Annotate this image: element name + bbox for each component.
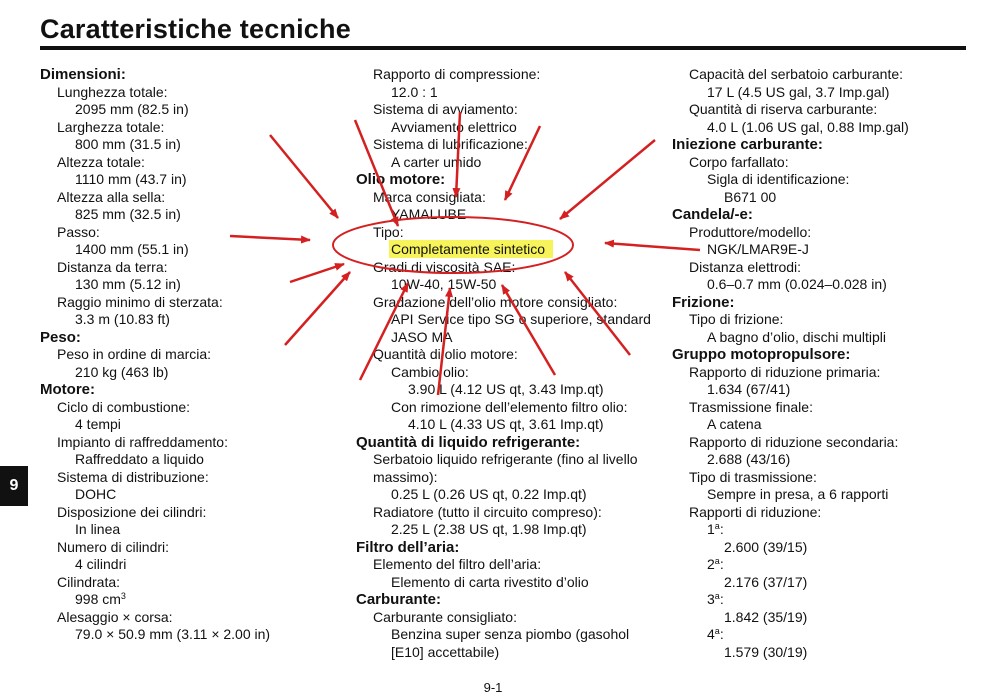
spec-line-800-mm-31-5-in bbox=[40, 136, 330, 154]
spec-text: Trasmissione finale: bbox=[689, 398, 813, 415]
spec-line-4-tempi bbox=[40, 416, 330, 434]
spec-text: 2.25 L (2.38 US qt, 1.98 Imp.qt) bbox=[391, 521, 587, 537]
spec-line-2-688-43-16 bbox=[672, 451, 972, 469]
spec-line-cilindrata bbox=[40, 574, 330, 592]
spec-line-altezza-totale bbox=[40, 154, 330, 172]
spec-text: A carter umido bbox=[391, 153, 482, 170]
spec-line-tipo bbox=[356, 224, 666, 242]
spec-line-dohc bbox=[40, 486, 330, 504]
spec-text: In linea bbox=[75, 521, 121, 537]
spec-line-lunghezza-totale bbox=[40, 84, 330, 102]
spec-text: Carburante consigliato: bbox=[373, 608, 517, 625]
spec-text: 210 kg (463 lb) bbox=[75, 363, 169, 380]
spec-text: A bagno d’olio, dischi multipli bbox=[707, 328, 886, 345]
spec-line-2-176-37-17 bbox=[672, 574, 972, 592]
spec-text: Lunghezza totale: bbox=[57, 83, 168, 100]
superscript: a bbox=[714, 591, 720, 601]
spec-text: Elemento del filtro dell’aria: bbox=[373, 556, 542, 572]
spec-line-con-rimozione-dell-elemento-filtro-olio bbox=[356, 399, 666, 417]
spec-text: 17 L (4.5 US gal, 3.7 Imp.gal) bbox=[707, 83, 890, 100]
spec-text: 1110 mm (43.7 in) bbox=[75, 171, 187, 187]
spec-line-capacita-del-serbatoio-carburante bbox=[672, 66, 972, 84]
spec-line-tipo-di-trasmissione bbox=[672, 469, 972, 487]
spec-text: Raggio minimo di sterzata: bbox=[57, 293, 223, 310]
spec-line-17-l-4-5-us-gal-3-7-imp-gal bbox=[672, 84, 972, 102]
spec-line-marca-consigliata bbox=[356, 189, 666, 207]
spec-text: Larghezza totale: bbox=[57, 118, 165, 135]
spec-text: Ciclo di combustione: bbox=[57, 398, 191, 415]
spec-text: Capacità del serbatoio carburante: bbox=[689, 66, 904, 82]
spec-text: 12.0 : 1 bbox=[391, 83, 438, 100]
spec-line-jaso-ma bbox=[356, 329, 666, 347]
spec-text: 998 cm bbox=[75, 591, 121, 607]
spec-text: [E10] accettabile) bbox=[391, 643, 500, 660]
spec-text: 10W-40, 15W-50 bbox=[391, 276, 497, 292]
spec-line-2 bbox=[672, 556, 972, 574]
spec-text: Gruppo motopropulsore: bbox=[672, 346, 851, 363]
spec-text: 4.0 L (1.06 US gal, 0.88 Imp.gal) bbox=[707, 118, 909, 135]
spec-text: Quantità di olio motore: bbox=[373, 346, 518, 362]
spec-text: 1.634 (67/41) bbox=[707, 381, 791, 397]
spec-line-benzina-super-senza-piombo-gasohol bbox=[356, 626, 666, 644]
spec-line-0-6-0-7-mm-0-024-0-028-in bbox=[672, 276, 972, 294]
spec-line-larghezza-totale bbox=[40, 119, 330, 137]
spec-line-a-catena bbox=[672, 416, 972, 434]
section-heading-peso bbox=[40, 329, 330, 347]
spec-line-79-0-50-9-mm-3-11-2-00-in bbox=[40, 626, 330, 644]
spec-column-3 bbox=[672, 66, 972, 661]
spec-text: 3.90 L (4.12 US qt, 3.43 Imp.qt) bbox=[408, 381, 604, 397]
spec-line-gradi-di-viscosita-sae bbox=[356, 259, 666, 277]
spec-line-12-0-1 bbox=[356, 84, 666, 102]
spec-text: 2.688 (43/16) bbox=[707, 451, 791, 467]
spec-text: Avviamento elettrico bbox=[391, 118, 517, 135]
spec-text: Quantità di riserva carburante: bbox=[689, 101, 878, 117]
spec-text: Iniezione carburante: bbox=[672, 136, 823, 153]
spec-line-0-25-l-0-26-us-qt-0-22-imp-qt bbox=[356, 486, 666, 504]
spec-line-b671-00 bbox=[672, 189, 972, 207]
section-heading-quantita-di-liquido-refrigerante bbox=[356, 434, 666, 452]
spec-line-sistema-di-avviamento bbox=[356, 101, 666, 119]
spec-text: 0.6–0.7 mm (0.024–0.028 in) bbox=[707, 276, 887, 292]
spec-line-radiatore-tutto-il-circuito-compreso bbox=[356, 504, 666, 522]
spec-text: Con rimozione dell’elemento filtro olio: bbox=[391, 398, 628, 415]
spec-text: Tipo: bbox=[373, 223, 404, 240]
spec-line-raffreddato-a-liquido bbox=[40, 451, 330, 469]
superscript: a bbox=[714, 626, 720, 636]
spec-text: Altezza alla sella: bbox=[57, 188, 166, 205]
spec-text: Peso in ordine di marcia: bbox=[57, 346, 212, 362]
spec-line-1110-mm-43-7-in bbox=[40, 171, 330, 189]
spec-text: 2.600 (39/15) bbox=[724, 538, 808, 555]
spec-line-sempre-in-presa-a-6-rapporti bbox=[672, 486, 972, 504]
spec-text: DOHC bbox=[75, 486, 117, 502]
superscript: 3 bbox=[120, 591, 126, 601]
spec-text: 1.579 (30/19) bbox=[724, 643, 808, 660]
spec-text: 3.3 m (10.83 ft) bbox=[75, 311, 170, 327]
section-heading-motore bbox=[40, 381, 330, 399]
section-heading-filtro-dell-aria bbox=[356, 539, 666, 557]
spec-line-4-0-l-1-06-us-gal-0-88-imp-gal bbox=[672, 119, 972, 137]
spec-line-sigla-di-identificazione bbox=[672, 171, 972, 189]
spec-line-disposizione-dei-cilindri bbox=[40, 504, 330, 522]
spec-text: Corpo farfallato: bbox=[689, 153, 789, 170]
spec-text: Olio motore: bbox=[356, 171, 446, 188]
spec-line-2095-mm-82-5-in bbox=[40, 101, 330, 119]
spec-text-tail: : bbox=[719, 626, 724, 642]
spec-text: Impianto di raffreddamento: bbox=[57, 433, 228, 450]
spec-line-rapporto-di-riduzione-secondaria bbox=[672, 434, 972, 452]
spec-line-tipo-di-frizione bbox=[672, 311, 972, 329]
spec-line-3-90-l-4-12-us-qt-3-43-imp-qt bbox=[356, 381, 666, 399]
spec-text: Rapporto di riduzione primaria: bbox=[689, 363, 881, 380]
highlighted-value bbox=[389, 240, 553, 258]
spec-text: 4 bbox=[707, 626, 715, 642]
spec-text: Rapporto di compressione: bbox=[373, 66, 541, 82]
spec-line-rapporto-di-compressione bbox=[356, 66, 666, 84]
spec-line-alesaggio-corsa bbox=[40, 609, 330, 627]
spec-line-ciclo-di-combustione bbox=[40, 399, 330, 417]
spec-text: Disposizione dei cilindri: bbox=[57, 503, 207, 520]
spec-text: 4 cilindri bbox=[75, 556, 127, 572]
spec-text: 0.25 L (0.26 US qt, 0.22 Imp.qt) bbox=[391, 486, 587, 502]
spec-line-numero-di-cilindri bbox=[40, 539, 330, 557]
spec-text: 1.842 (35/19) bbox=[724, 608, 808, 625]
spec-text-tail: : bbox=[719, 556, 724, 572]
spec-line-3 bbox=[672, 591, 972, 609]
spec-text: A catena bbox=[707, 416, 762, 432]
spec-text: Motore: bbox=[40, 381, 95, 398]
section-heading-carburante bbox=[356, 591, 666, 609]
spec-line-yamalube bbox=[356, 206, 666, 224]
spec-text: JASO MA bbox=[391, 328, 453, 345]
spec-text: Quantità di liquido refrigerante: bbox=[356, 433, 581, 451]
spec-line-1 bbox=[672, 521, 972, 539]
chapter-tab: 9 bbox=[0, 466, 28, 506]
spec-text: 79.0 × 50.9 mm (3.11 × 2.00 in) bbox=[75, 626, 271, 642]
spec-line-130-mm-5-12-in bbox=[40, 276, 330, 294]
spec-line-quantita-di-olio-motore bbox=[356, 346, 666, 364]
spec-line-massimo bbox=[356, 469, 666, 487]
spec-text: Tipo di frizione: bbox=[689, 311, 784, 327]
spec-column-2 bbox=[356, 66, 666, 661]
spec-text: Alesaggio × corsa: bbox=[57, 608, 173, 625]
spec-text: B671 00 bbox=[724, 188, 777, 205]
spec-line-2-600-39-15 bbox=[672, 539, 972, 557]
spec-text: YAMALUBE bbox=[391, 206, 467, 222]
superscript: a bbox=[714, 556, 720, 566]
spec-line-trasmissione-finale bbox=[672, 399, 972, 417]
spec-line-4-cilindri bbox=[40, 556, 330, 574]
spec-line-1-842-35-19 bbox=[672, 609, 972, 627]
spec-text: 130 mm (5.12 in) bbox=[75, 276, 181, 292]
spec-line-completamente-sintetico bbox=[356, 241, 666, 259]
spec-text: 2.176 (37/17) bbox=[724, 573, 808, 590]
spec-line-passo bbox=[40, 224, 330, 242]
superscript: a bbox=[714, 521, 720, 531]
spec-text: Dimensioni: bbox=[40, 66, 126, 83]
spec-line-825-mm-32-5-in bbox=[40, 206, 330, 224]
spec-text: Candela/-e: bbox=[672, 206, 753, 223]
spec-line-1-634-67-41 bbox=[672, 381, 972, 399]
spec-line-3-3-m-10-83-ft bbox=[40, 311, 330, 329]
spec-text-tail: : bbox=[719, 591, 724, 607]
spec-line-distanza-da-terra bbox=[40, 259, 330, 277]
spec-text: Produttore/modello: bbox=[689, 223, 812, 240]
section-heading-frizione bbox=[672, 294, 972, 312]
spec-line-998-cm bbox=[40, 591, 330, 609]
spec-text: Cilindrata: bbox=[57, 573, 121, 590]
spec-text: Numero di cilindri: bbox=[57, 538, 170, 555]
spec-text: Altezza totale: bbox=[57, 153, 145, 170]
spec-line-impianto-di-raffreddamento bbox=[40, 434, 330, 452]
spec-line-2-25-l-2-38-us-qt-1-98-imp-qt bbox=[356, 521, 666, 539]
spec-line-a-bagno-d-olio-dischi-multipli bbox=[672, 329, 972, 347]
spec-text: Serbatoio liquido refrigerante (fino al livello bbox=[373, 451, 638, 467]
spec-text: 4.10 L (4.33 US qt, 3.61 Imp.qt) bbox=[408, 416, 604, 432]
section-heading-iniezione-carburante bbox=[672, 136, 972, 154]
spec-line-sistema-di-lubrificazione bbox=[356, 136, 666, 154]
spec-line-corpo-farfallato bbox=[672, 154, 972, 172]
section-heading-olio-motore bbox=[356, 171, 666, 189]
spec-line-quantita-di-riserva-carburante bbox=[672, 101, 972, 119]
spec-text: massimo): bbox=[373, 468, 438, 485]
spec-text: Marca consigliata: bbox=[373, 188, 486, 205]
spec-text: Sistema di lubrificazione: bbox=[373, 136, 528, 152]
spec-text: Raffreddato a liquido bbox=[75, 451, 204, 467]
spec-text: Gradi di viscosità SAE: bbox=[373, 258, 516, 275]
spec-line-elemento-di-carta-rivestito-d-olio bbox=[356, 574, 666, 592]
spec-line-1400-mm-55-1-in bbox=[40, 241, 330, 259]
spec-line-produttore-modello bbox=[672, 224, 972, 242]
spec-text-tail: : bbox=[719, 521, 724, 537]
spec-line-in-linea bbox=[40, 521, 330, 539]
spec-line-avviamento-elettrico bbox=[356, 119, 666, 137]
spec-text: Sistema di avviamento: bbox=[373, 101, 518, 117]
spec-text: 1 bbox=[707, 521, 715, 537]
page-number: 9-1 bbox=[483, 680, 503, 695]
spec-line-distanza-elettrodi bbox=[672, 259, 972, 277]
spec-text: Peso: bbox=[40, 328, 81, 346]
spec-text: Rapporti di riduzione: bbox=[689, 503, 822, 520]
spec-text: Gradazione dell’olio motore consigliato: bbox=[373, 293, 618, 310]
spec-text: Rapporto di riduzione secondaria: bbox=[689, 433, 899, 450]
spec-line-elemento-del-filtro-dell-aria bbox=[356, 556, 666, 574]
spec-line-cambio-olio bbox=[356, 364, 666, 382]
spec-line-api-service-tipo-sg-o-superiore-standard bbox=[356, 311, 666, 329]
spec-column-1 bbox=[40, 66, 330, 644]
spec-text: Filtro dell’aria: bbox=[356, 538, 460, 556]
spec-line-e10-accettabile bbox=[356, 644, 666, 662]
spec-text: 2095 mm (82.5 in) bbox=[75, 101, 189, 117]
spec-text: Distanza da terra: bbox=[57, 258, 168, 275]
spec-text: Completamente sintetico bbox=[391, 241, 546, 257]
spec-line-4-10-l-4-33-us-qt-3-61-imp-qt bbox=[356, 416, 666, 434]
spec-text: 1400 mm (55.1 in) bbox=[75, 241, 189, 257]
spec-line-a-carter-umido bbox=[356, 154, 666, 172]
spec-line-210-kg-463-lb bbox=[40, 364, 330, 382]
spec-line-serbatoio-liquido-refrigerante-fino-al-l bbox=[356, 451, 666, 469]
spec-line-ngk-lmar9e-j bbox=[672, 241, 972, 259]
spec-text: Cambio olio: bbox=[391, 363, 469, 380]
spec-text: 800 mm (31.5 in) bbox=[75, 136, 181, 152]
spec-text: Elemento di carta rivestito d’olio bbox=[391, 573, 589, 590]
section-heading-dimensioni bbox=[40, 66, 330, 84]
spec-text: Frizione: bbox=[672, 293, 735, 311]
spec-text: 4 tempi bbox=[75, 416, 121, 432]
spec-line-1-579-30-19 bbox=[672, 644, 972, 662]
section-heading-gruppo-motopropulsore bbox=[672, 346, 972, 364]
spec-line-4 bbox=[672, 626, 972, 644]
spec-line-10w-40-15w-50 bbox=[356, 276, 666, 294]
spec-text: Tipo di trasmissione: bbox=[689, 468, 817, 485]
spec-line-rapporto-di-riduzione-primaria bbox=[672, 364, 972, 382]
spec-text: 3 bbox=[707, 591, 715, 607]
spec-text: Benzina super senza piombo (gasohol bbox=[391, 626, 630, 642]
spec-text: Sempre in presa, a 6 rapporti bbox=[707, 486, 889, 502]
spec-text: 825 mm (32.5 in) bbox=[75, 206, 181, 222]
spec-text: API Service tipo SG o superiore, standard bbox=[391, 311, 651, 327]
spec-line-gradazione-dell-olio-motore-consigliato bbox=[356, 294, 666, 312]
spec-line-rapporti-di-riduzione bbox=[672, 504, 972, 522]
spec-text: Radiatore (tutto il circuito compreso): bbox=[373, 503, 602, 520]
section-heading-candela-e bbox=[672, 206, 972, 224]
page-title: Caratteristiche tecniche bbox=[40, 14, 351, 44]
spec-text: 2 bbox=[707, 556, 715, 572]
spec-text: Sistema di distribuzione: bbox=[57, 468, 209, 485]
title-rule bbox=[40, 46, 966, 50]
spec-text: Sigla di identificazione: bbox=[707, 171, 850, 187]
spec-text: NGK/LMAR9E-J bbox=[707, 241, 809, 257]
spec-line-sistema-di-distribuzione bbox=[40, 469, 330, 487]
spec-line-peso-in-ordine-di-marcia bbox=[40, 346, 330, 364]
spec-text: Distanza elettrodi: bbox=[689, 258, 802, 275]
spec-line-raggio-minimo-di-sterzata bbox=[40, 294, 330, 312]
spec-line-carburante-consigliato bbox=[356, 609, 666, 627]
spec-line-altezza-alla-sella bbox=[40, 189, 330, 207]
spec-text: Passo: bbox=[57, 223, 100, 240]
spec-text: Carburante: bbox=[356, 591, 442, 608]
